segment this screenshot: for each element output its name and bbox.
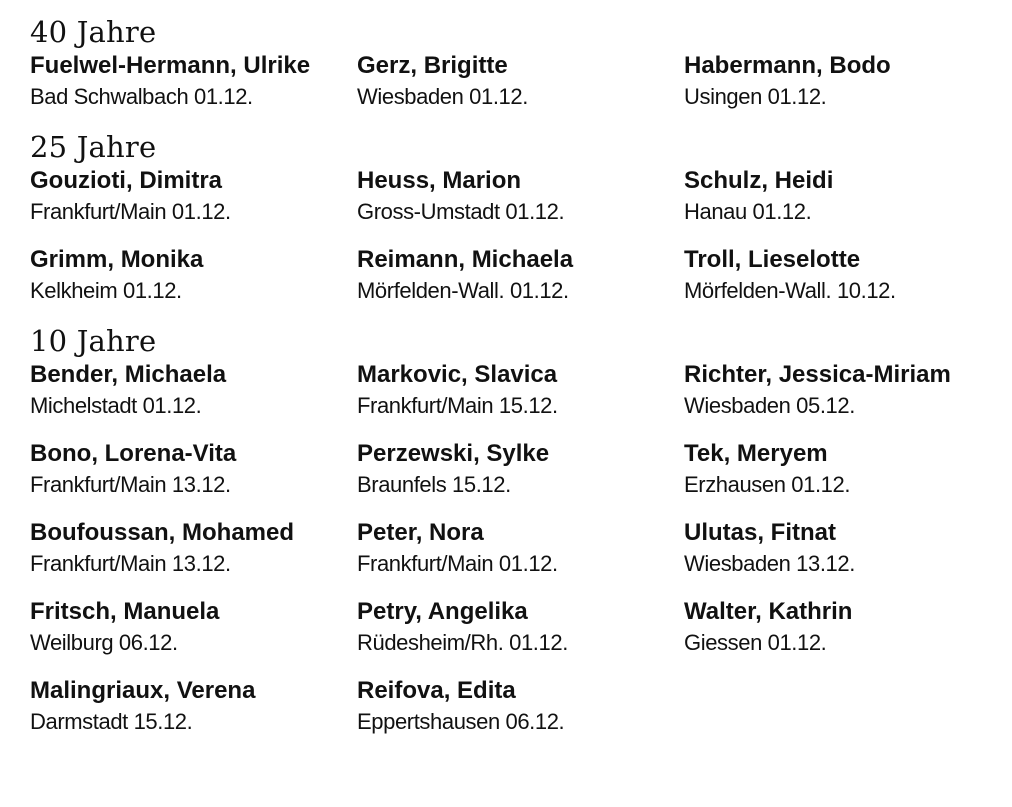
place-date: Rüdesheim/Rh. 01.12. xyxy=(357,630,568,655)
person-name: Boufoussan, Mohamed xyxy=(30,519,295,546)
person-name: Fuelwel-Hermann, Ulrike xyxy=(30,52,311,79)
person-name: Habermann, Bodo xyxy=(684,52,891,79)
place-date: Mörfelden-Wall. 01.12. xyxy=(357,278,569,303)
place-date: Michelstadt 01.12. xyxy=(30,393,202,418)
entries-grid xyxy=(30,359,990,737)
place-date: Gross-Umstadt 01.12. xyxy=(357,199,565,224)
entries-grid xyxy=(30,165,990,306)
list-item xyxy=(684,244,990,306)
list-item xyxy=(357,50,684,112)
section-40-jahre xyxy=(30,14,990,112)
place-date: Frankfurt/Main 13.12. xyxy=(30,551,231,576)
person-name: Troll, Lieselotte xyxy=(684,246,861,273)
person-name: Petry, Angelika xyxy=(357,598,528,625)
person-name: Bono, Lorena-Vita xyxy=(30,440,237,467)
list-item xyxy=(357,165,684,227)
person-name: Ulutas, Fitnat xyxy=(684,519,837,546)
place-date: Mörfelden-Wall. 10.12. xyxy=(684,278,896,303)
person-name: Gouzioti, Dimitra xyxy=(30,167,222,194)
place-date: Usingen 01.12. xyxy=(684,84,827,109)
list-item xyxy=(684,359,990,421)
person-name: Bender, Michaela xyxy=(30,361,227,388)
person-name: Tek, Meryem xyxy=(684,440,828,467)
place-date: Wiesbaden 01.12. xyxy=(357,84,528,109)
place-date: Eppertshausen 06.12. xyxy=(357,709,565,734)
person-name: Reifova, Edita xyxy=(357,677,516,704)
list-item xyxy=(357,359,684,421)
place-date: Frankfurt/Main 01.12. xyxy=(357,551,558,576)
place-date: Weilburg 06.12. xyxy=(30,630,178,655)
list-item xyxy=(30,517,357,579)
person-name: Markovic, Slavica xyxy=(357,361,558,388)
section-25-jahre xyxy=(30,129,990,306)
list-item xyxy=(684,438,990,500)
person-name: Richter, Jessica-Miriam xyxy=(684,361,951,388)
list-item xyxy=(357,517,684,579)
person-name: Walter, Kathrin xyxy=(684,598,853,625)
place-date: Erzhausen 01.12. xyxy=(684,472,851,497)
list-item xyxy=(357,244,684,306)
section-10-jahre xyxy=(30,323,990,737)
list-item xyxy=(30,244,357,306)
section-title: 40 Jahre xyxy=(30,15,157,49)
person-name: Perzewski, Sylke xyxy=(357,440,550,467)
list-item xyxy=(30,359,357,421)
list-item xyxy=(30,50,357,112)
list-item xyxy=(30,438,357,500)
person-name: Schulz, Heidi xyxy=(684,167,834,194)
list-item xyxy=(357,675,684,737)
place-date: Giessen 01.12. xyxy=(684,630,827,655)
place-date: Kelkheim 01.12. xyxy=(30,278,182,303)
place-date: Bad Schwalbach 01.12. xyxy=(30,84,253,109)
list-item xyxy=(684,596,990,658)
place-date: Braunfels 15.12. xyxy=(357,472,511,497)
person-name: Reimann, Michaela xyxy=(357,246,574,273)
place-date: Darmstadt 15.12. xyxy=(30,709,193,734)
place-date: Wiesbaden 13.12. xyxy=(684,551,855,576)
person-name: Heuss, Marion xyxy=(357,167,522,194)
list-item xyxy=(30,675,357,737)
person-name: Fritsch, Manuela xyxy=(30,598,220,625)
list-item xyxy=(357,596,684,658)
place-date: Frankfurt/Main 13.12. xyxy=(30,472,231,497)
place-date: Frankfurt/Main 01.12. xyxy=(30,199,231,224)
list-item xyxy=(30,165,357,227)
list-item xyxy=(684,517,990,579)
person-name: Peter, Nora xyxy=(357,519,484,546)
person-name: Malingriaux, Verena xyxy=(30,677,256,704)
section-title: 10 Jahre xyxy=(30,324,157,358)
place-date: Hanau 01.12. xyxy=(684,199,812,224)
list-item xyxy=(357,438,684,500)
list-item xyxy=(30,596,357,658)
entries-grid xyxy=(30,50,990,112)
place-date: Wiesbaden 05.12. xyxy=(684,393,855,418)
section-title: 25 Jahre xyxy=(30,130,157,164)
person-name: Gerz, Brigitte xyxy=(357,52,508,79)
list-item xyxy=(684,165,990,227)
list-item xyxy=(684,50,990,112)
anniversary-list xyxy=(30,14,990,737)
place-date: Frankfurt/Main 15.12. xyxy=(357,393,558,418)
person-name: Grimm, Monika xyxy=(30,246,204,273)
